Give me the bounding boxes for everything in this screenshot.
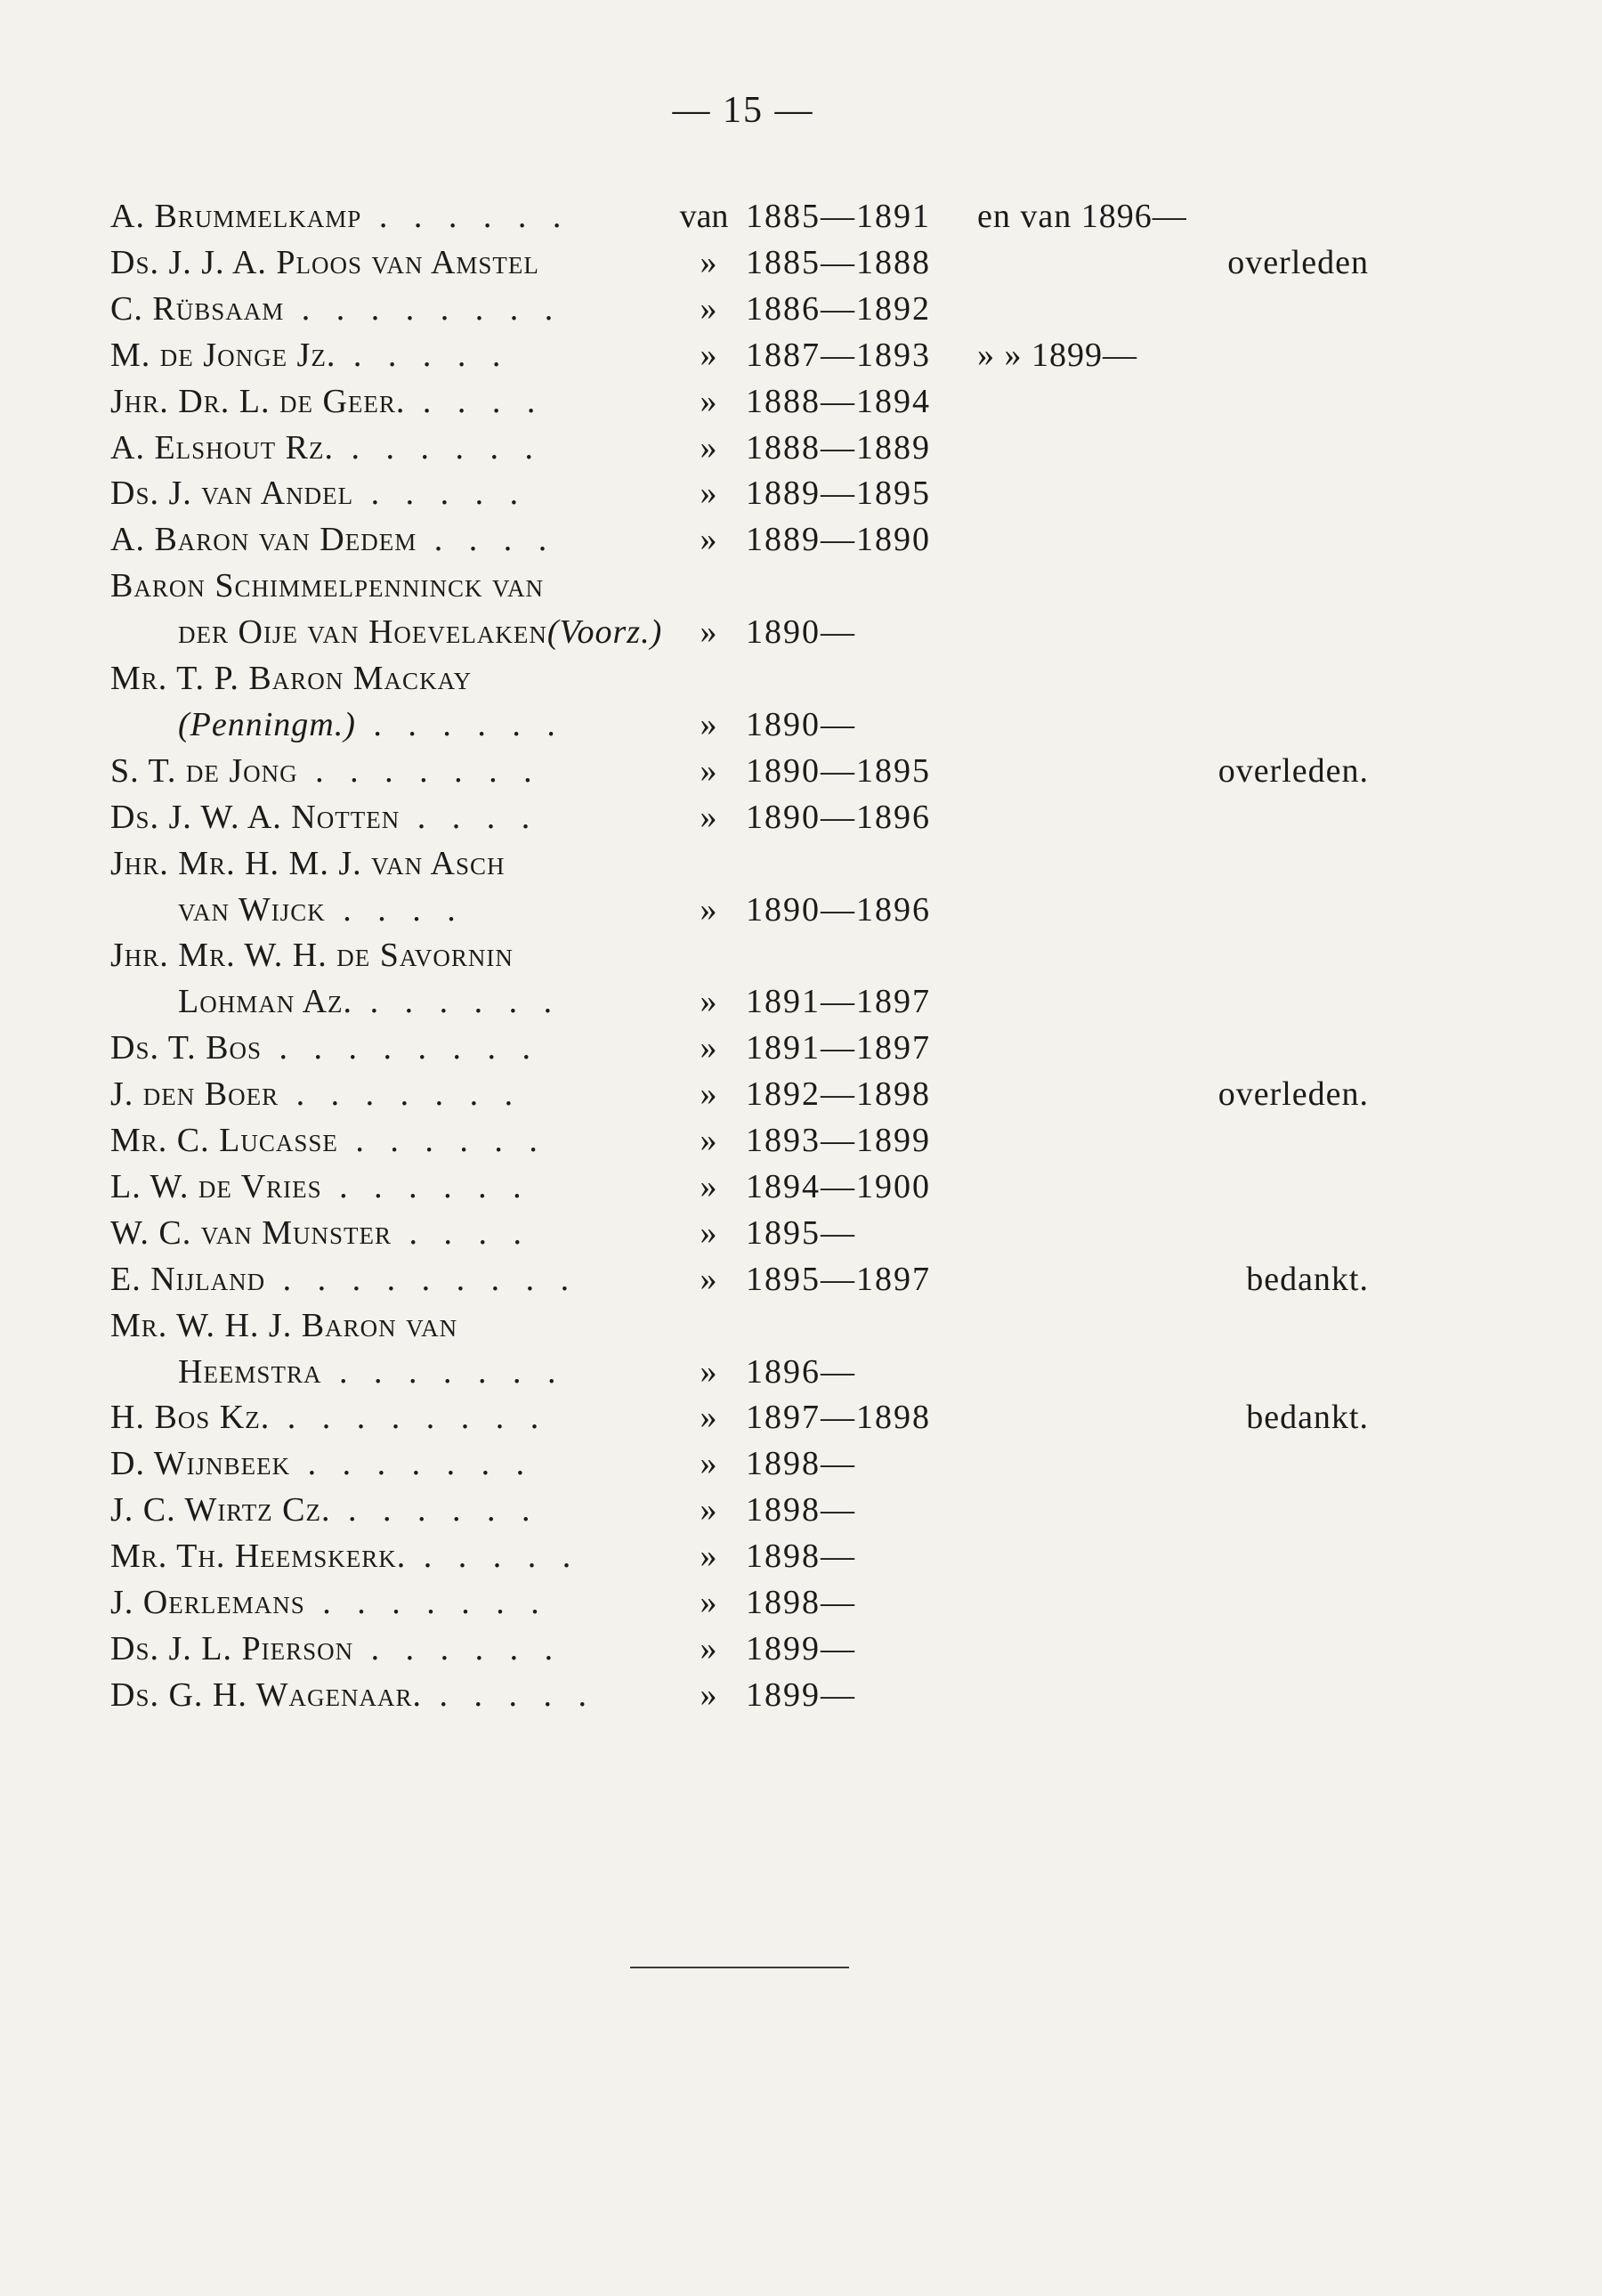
list-row [0,1627,1602,1671]
dot-leader: . . . . . . . . . [265,1260,578,1298]
list-row [0,333,1602,377]
member-name [110,841,506,886]
dot-leader: . . . . . . [352,983,562,1021]
dot-leader: . . . . . . [353,1629,562,1667]
member-name-text: J. C. Wirtz Cz. [110,1491,331,1529]
list-row [0,841,1602,886]
dot-leader: . . . . . . [321,1167,530,1205]
ditto-mark: » [700,1352,717,1391]
member-name [110,564,544,608]
member-name [178,1350,564,1394]
list-row [0,1488,1602,1532]
term-years: 1895—1897 [746,1260,931,1298]
list-row [0,979,1602,1024]
term-years: 1898— [746,1445,856,1483]
dot-leader: . . . . . . . [290,1445,534,1483]
member-name [110,749,541,793]
dot-leader: . . . . . [406,1537,580,1576]
term-years: 1885—1888 [746,243,931,281]
term-years: 1891—1897 [746,983,931,1021]
dot-leader: . . . . [392,1213,531,1252]
dot-leader: . . . . . [422,1675,596,1714]
dot-leader: . . . . . . . [297,751,541,790]
member-role: (Voorz.) [546,613,663,652]
list-row [0,379,1602,424]
member-name [178,702,564,747]
term-years: 1898— [746,1537,856,1576]
member-name [110,287,562,331]
term-years: 1899— [746,1629,856,1667]
member-name [110,333,509,377]
list-row [0,240,1602,285]
list-row [0,287,1602,331]
member-name [110,517,555,562]
ditto-mark: » [700,1445,717,1483]
dot-leader: . . . . . . [334,428,542,467]
member-name [110,1488,539,1532]
list-row [0,1673,1602,1717]
member-name-text: Lohman Az. [178,983,353,1021]
term-years: 1890— [746,705,856,743]
ditto-mark: » [700,798,717,836]
dot-leader: . . . . . . . . [284,289,562,328]
ditto-mark: » [700,1629,717,1667]
dot-leader: . . . . . . [330,1491,539,1529]
member-name-text: M. de Jonge Jz. [110,336,336,374]
dot-leader: . . . . . . . [279,1075,522,1114]
list-row [0,517,1602,562]
list-row [0,749,1602,793]
member-name [110,656,472,701]
member-name-text: Baron Schimmelpenninck van [110,567,545,605]
ditto-mark: » [700,890,717,929]
member-name-text: Mr. Th. Heemskerk. [110,1537,407,1576]
member-name-text: Mr. W. H. J. Baron van [110,1306,458,1344]
member-name [110,1534,579,1578]
ditto-mark: » [700,1122,717,1159]
member-name-text: der Oije van Hoevelaken [178,613,547,652]
list-row [0,1580,1602,1625]
member-name [178,610,662,654]
member-name-text: Ds. J. van Andel [110,475,354,513]
member-name [110,1164,530,1209]
remark: overleden. [1218,1075,1369,1114]
dot-leader: . . . . [400,798,539,836]
member-name-text: C. Rübsaam [110,289,285,328]
member-name [110,1580,548,1625]
dot-leader: . . . . [405,382,545,420]
ditto-mark: » [700,428,717,467]
term-years: 1890— [746,613,856,652]
member-name-text: L. W. de Vries [110,1167,322,1205]
term-years: 1892—1898 [746,1075,931,1114]
dot-leader: . . . . [325,890,465,929]
list-row [0,656,1602,701]
ditto-mark: » [700,475,717,513]
term-years: 1895— [746,1213,856,1252]
remark: overleden. [1218,751,1369,790]
member-name [110,194,570,239]
dot-leader: . . . . . . [361,198,570,235]
list-row [0,1026,1602,1070]
member-name [110,1072,522,1116]
list-row [0,471,1602,515]
list-row [0,702,1602,747]
dot-leader: . . . . . . . [304,1584,548,1621]
closing-rule [630,1967,849,1968]
ditto-mark: van [679,198,729,235]
list-row [0,1350,1602,1394]
member-name [110,1211,530,1255]
member-name-text: D. Wijnbeek [110,1445,291,1483]
member-name-text: Ds. J. J. A. Ploos van Amstel [110,243,539,281]
member-name-text: Heemstra [178,1352,322,1391]
member-name [110,379,544,424]
list-row [0,1164,1602,1209]
member-name-text: W. C. van Munster [110,1213,392,1252]
list-row [0,795,1602,840]
member-name [110,1118,546,1163]
remark: bedankt. [1246,1399,1369,1437]
page-number: — 15 — [672,90,814,131]
term-years: 1896— [746,1352,856,1391]
ditto-mark: » [700,1213,717,1252]
term-years: 1898— [746,1491,856,1529]
list-row [0,933,1602,978]
member-name-text: Mr. T. P. Baron Mackay [110,660,473,697]
ditto-mark: » [700,983,717,1021]
term-years: 1885—1891 [746,198,931,235]
list-row [0,1211,1602,1255]
ditto-mark: » [700,1029,717,1067]
member-name-text: E. Nijland [110,1260,266,1298]
term-years: 1891—1897 [746,1029,931,1067]
list-row [0,1257,1602,1302]
member-name-text: A. Elshout Rz. [110,428,334,467]
member-name-text: Jhr. Mr. H. M. J. van Asch [110,844,506,882]
dot-leader: . . . . . [353,475,528,513]
ditto-mark: » [700,1537,717,1576]
member-name [110,1441,533,1486]
member-name [110,795,538,840]
ditto-mark: » [700,613,717,652]
term-years: 1888—1889 [746,428,931,467]
second-term: en van 1896— [977,198,1187,235]
ditto-mark: » [700,1399,717,1437]
member-name [110,240,539,285]
ditto-mark: » [700,521,717,559]
term-years: 1890—1895 [746,751,931,790]
member-name [178,888,465,932]
member-name-text: A. Brummelkamp [110,198,362,235]
member-name-text: Mr. C. Lucasse [110,1122,338,1159]
member-name [110,471,527,515]
member-name-text: A. Baron van Dedem [110,521,417,559]
ditto-mark: » [700,1675,717,1714]
term-years: 1889—1895 [746,475,931,513]
ditto-mark: » [700,751,717,790]
term-years: 1890—1896 [746,798,931,836]
member-name-text: Ds. G. H. Wagenaar. [110,1675,423,1714]
list-row [0,1303,1602,1348]
list-row [0,610,1602,654]
list-row [0,1441,1602,1486]
member-role: (Penningm.) [178,705,356,743]
member-name-text: Jhr. Dr. L. de Geer. [110,382,406,420]
ditto-mark: » [700,1075,717,1114]
term-years: 1898— [746,1584,856,1621]
ditto-mark: » [700,1491,717,1529]
member-name [110,1257,578,1302]
member-name [110,1395,547,1440]
member-name-text: J. Oerlemans [110,1584,305,1621]
ditto-mark: » [700,336,717,374]
ditto-mark: » [700,289,717,328]
term-years: 1890—1896 [746,890,931,929]
term-years: 1888—1894 [746,382,931,420]
member-name [110,1026,539,1070]
member-name-text: J. den Boer [110,1075,279,1114]
member-name [178,979,561,1024]
list-row [0,426,1602,470]
dot-leader: . . . . . . [355,705,564,743]
remark: bedankt. [1246,1260,1369,1298]
ditto-mark: » [700,1167,717,1205]
dot-leader: . . . . [417,521,556,559]
dot-leader: . . . . . . . [321,1352,565,1391]
list-row [0,194,1602,239]
term-years: 1887—1893 [746,336,931,374]
member-name [110,1627,562,1671]
member-name [110,1303,457,1348]
member-name [110,426,542,470]
list-row [0,1534,1602,1578]
list-row [0,1118,1602,1163]
member-name-text: van Wijck [178,890,326,929]
term-years: 1886—1892 [746,289,931,328]
member-name-text: Jhr. Mr. W. H. de Savornin [110,937,514,975]
ditto-mark: » [700,243,717,281]
member-name-text: S. T. de Jong [110,751,298,790]
ditto-mark: » [700,382,717,420]
dot-leader: . . . . . . . . [262,1029,540,1067]
ditto-mark: » [700,1584,717,1621]
member-name-text: Ds. J. W. A. Notten [110,798,400,836]
second-term: » » 1899— [977,336,1137,374]
term-years: 1897—1898 [746,1399,931,1437]
list-row [0,888,1602,932]
term-years: 1899— [746,1675,856,1714]
list-row [0,1395,1602,1440]
term-years: 1893—1899 [746,1122,931,1159]
dot-leader: . . . . . . [337,1122,546,1159]
member-name [110,933,514,978]
ditto-mark: » [700,1260,717,1298]
term-years: 1894—1900 [746,1167,931,1205]
member-name-text: H. Bos Kz. [110,1399,271,1437]
list-row [0,1072,1602,1116]
member-name-text: Ds. J. L. Pierson [110,1629,354,1667]
dot-leader: . . . . . . . . [270,1399,548,1437]
dot-leader: . . . . . [336,336,510,374]
term-years: 1889—1890 [746,521,931,559]
remark: overleden [1227,243,1369,281]
list-row [0,564,1602,608]
member-name [110,1673,595,1717]
member-name-text: Ds. T. Bos [110,1029,263,1067]
ditto-mark: » [700,705,717,743]
